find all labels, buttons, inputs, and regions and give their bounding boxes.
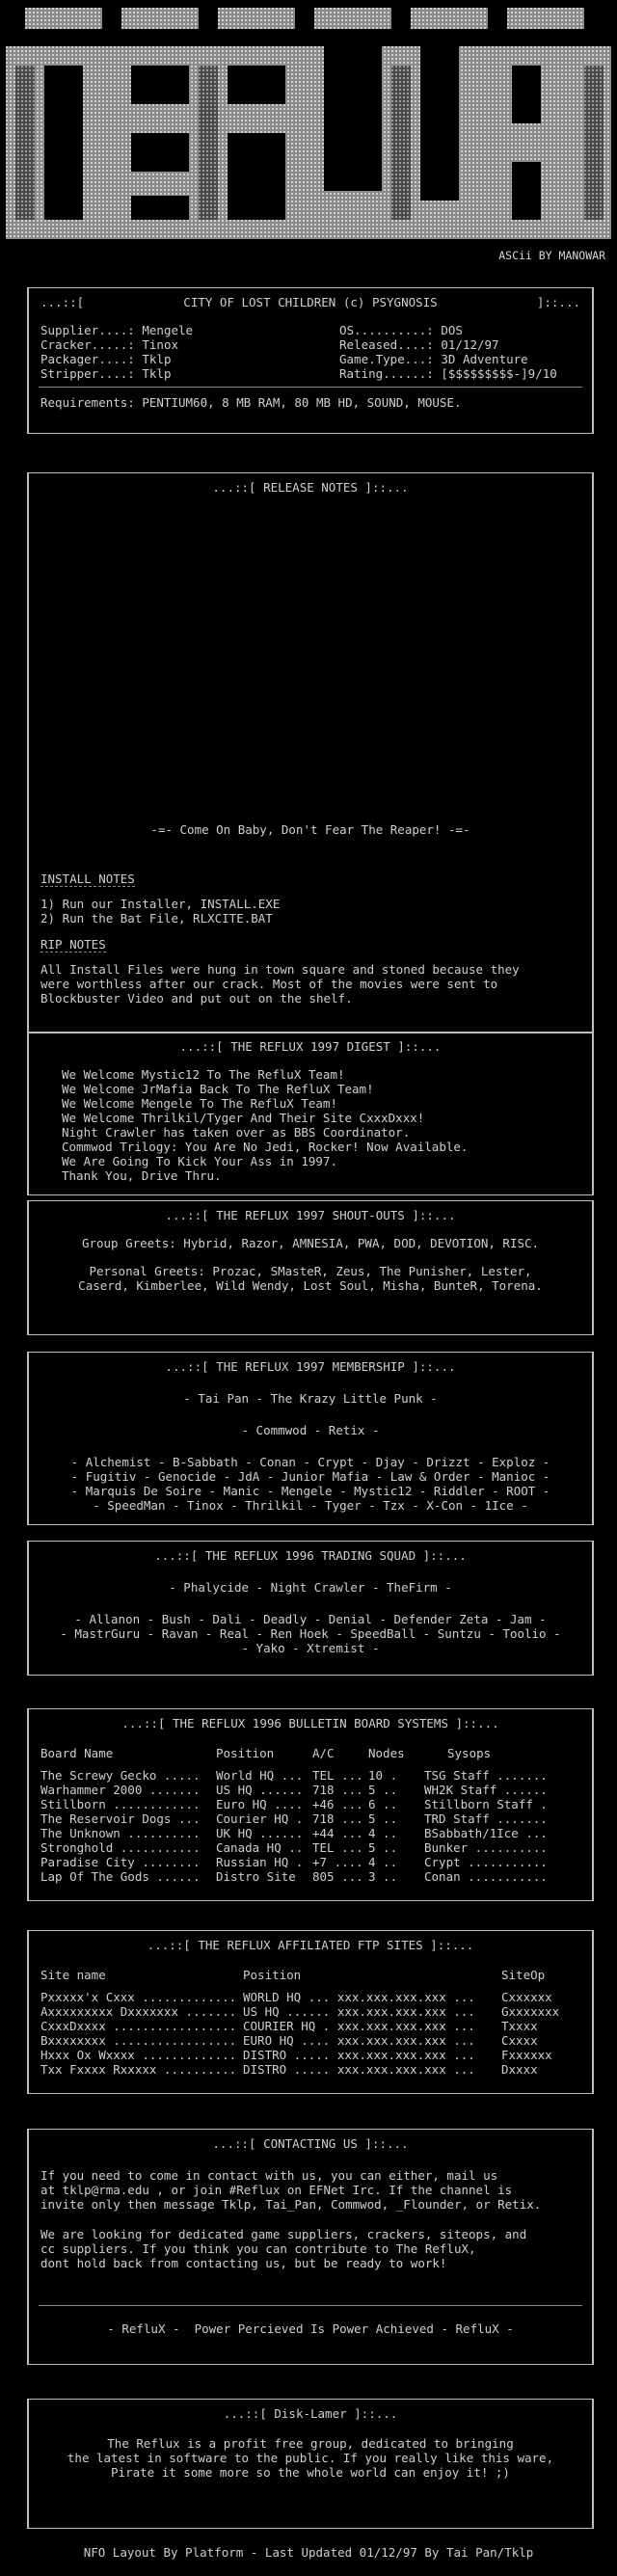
- release-info-left: Supplier....: Mengele Cracker.....: Tinox Packager....: Tklp Stripper....: Tklp: [40, 323, 194, 381]
- table-row: Warhammer 2000 ....... US HQ ...... 718 ... 5 .. WH2K Staff ......: [40, 1783, 548, 1797]
- member-line: - Marquis De Soire - Manic - Mengele - Mystic12 - Riddler - ROOT -: [70, 1484, 550, 1498]
- contact-box: [27, 2129, 594, 2365]
- table-row: Hxxx Ox Wxxxx ............. DISTRO ..... xxx.xxx.xxx.xxx ... Fxxxxxx: [40, 2048, 552, 2062]
- release-info-box: ...::[ CITY OF LOST CHILDREN (c) PSYGNOSIS ]::... Supplier....: Mengele Cracker.....: Tinox Packager....: Tklp Stripper....: Tklp OS..........: DOS Released....: 01/12/97 Game.Type...: 3D Adventure Rating......: [$$$$$$$$$-]9/10 Requirements: PENTIUM60, 8 MB RAM, 80 MB HD, SOUND, MOUSE.: [27, 287, 594, 434]
- digest-line: Commwod Trilogy: You Are No Jedi, Rocker! Now Available.: [62, 1140, 469, 1154]
- trader-line: - Yako - Xtremist -: [241, 1641, 380, 1655]
- table-row: Txx Fxxxx Rxxxxx .......... DISTRO ..... xxx.xxx.xxx.xxx ... Dxxxx: [40, 2062, 538, 2077]
- membership-title: ...::[ THE REFLUX 1997 MEMBERSHIP ]::...: [165, 1359, 456, 1374]
- release-info-right: OS..........: DOS Released....: 01/12/97 Game.Type...: 3D Adventure Rating......: [$$$$$$$$$-]9/10: [339, 323, 557, 381]
- install-line: 2) Run the Bat File, RLXCITE.BAT: [40, 911, 273, 926]
- table-row: Stillborn ............ Euro HQ .... +46 ... 6 .. Stillborn Staff .: [40, 1797, 548, 1811]
- trading-box: [27, 1541, 594, 1676]
- member-line: - Commwod - Retix -: [241, 1423, 380, 1437]
- motto: - RefluX - Power Percieved Is Power Achieved - RefluX -: [107, 2321, 514, 2336]
- bbs-title: ...::[ THE REFLUX 1996 BULLETIN BOARD SYSTEMS ]::...: [121, 1716, 499, 1731]
- digest-line: Thank You, Drive Thru.: [62, 1168, 222, 1183]
- disclaimer-text: The Reflux is a profit free group, dedicated to bringing the latest in software to the public. If you really like this ware, Pirate it some more so the whole world can enjoy it! ;): [67, 2436, 554, 2480]
- member-line: - Alchemist - B-Sabbath - Conan - Crypt - Djay - Drizzt - Exploz -: [70, 1455, 550, 1469]
- reflux-logo: [6, 8, 611, 249]
- table-row: Paradise City ........ Russian HQ . +7 .... 4 .. Crypt ...........: [40, 1855, 548, 1869]
- contact-text: If you need to come in contact with us, you can either, mail us at tklp@rma.edu , or join #Reflux on EFNet Irc. If the channel is invite only then message Tklp, Tai_Pan, Commwod, _Flounder, or Retix.: [40, 2168, 542, 2212]
- rip-heading: RIP NOTES: [40, 937, 106, 952]
- digest-title: ...::[ THE REFLUX 1997 DIGEST ]::...: [179, 1039, 442, 1054]
- digest-line: We Welcome Mystic12 To The RefluX Team!: [62, 1067, 345, 1082]
- member-line: - Tai Pan - The Krazy Little Punk -: [183, 1391, 438, 1406]
- digest-line: We Are Going To Kick Your Ass in 1997.: [62, 1154, 337, 1168]
- tagline: -=- Come On Baby, Don't Fear The Reaper! -=-: [150, 822, 470, 837]
- table-header: Board Name Position A/C Nodes Sysops: [40, 1746, 492, 1760]
- member-line: - SpeedMan - Tinox - Thrilkil - Tyger - Tzx - X-Con - 1Ice -: [93, 1498, 528, 1513]
- table-row: Axxxxxxxxx Dxxxxxxx ....... US HQ ...... xxx.xxx.xxx.xxx ... Gxxxxxxx: [40, 2004, 560, 2019]
- table-row: Lap Of The Gods ...... Distro Site 805 ... 3 .. Conan ...........: [40, 1869, 548, 1884]
- bbs-box: [27, 1708, 594, 1901]
- release-title: CITY OF LOST CHILDREN (c) PSYGNOSIS: [183, 295, 438, 309]
- trader-line: - Allanon - Bush - Dali - Deadly - Denial - Defender Zeta - Jam -: [74, 1612, 547, 1626]
- requirements: Requirements: PENTIUM60, 8 MB RAM, 80 MB HD, SOUND, MOUSE.: [40, 395, 462, 410]
- digest-line: We Welcome Mengele To The RefluX Team!: [62, 1096, 337, 1111]
- digest-line: Night Crawler has taken over as BBS Coordinator.: [62, 1125, 411, 1140]
- ftp-title: ...::[ THE REFLUX AFFILIATED FTP SITES ]::...: [147, 1938, 474, 1952]
- trader-line: - Phalycide - Night Crawler - TheFirm -: [169, 1580, 452, 1595]
- install-heading: INSTALL NOTES: [40, 872, 135, 886]
- shoutouts-title: ...::[ THE REFLUX 1997 SHOUT-OUTS ]::...: [165, 1208, 456, 1222]
- install-line: 1) Run our Installer, INSTALL.EXE: [40, 897, 281, 911]
- contact-title: ...::[ CONTACTING US ]::...: [212, 2136, 409, 2151]
- table-row: Stronghold ........... Canada HQ .. TEL ... 5 .. Bunker ..........: [40, 1840, 548, 1855]
- group-greets: Group Greets: Hybrid, Razor, AMNESIA, PWA, DOD, DEVOTION, RISC.: [81, 1236, 540, 1250]
- shoutouts-box: [27, 1200, 594, 1335]
- table-row: Bxxxxxxxx ................. EURO HQ .... xxx.xxx.xxx.xxx ... Cxxxx: [40, 2033, 538, 2048]
- table-header: Site name Position SiteOp: [40, 1968, 546, 1982]
- table-row: CxxxDxxxx ................. COURIER HQ . xxx.xxx.xxx.xxx ... Txxxx: [40, 2019, 538, 2033]
- table-row: Pxxxxx'x Cxxx ............. WORLD HQ ... xxx.xxx.xxx.xxx ... Cxxxxxx: [40, 1990, 552, 2004]
- release-notes-title: ...::[ RELEASE NOTES ]::...: [212, 480, 409, 495]
- personal-greets: Personal Greets: Prozac, SMasteR, Zeus, The Punisher, Lester, Caserd, Kimberlee, Wild Wendy, Lost Soul, Misha, BunteR, Torena.: [78, 1264, 543, 1293]
- release-notes-box: [27, 472, 594, 1033]
- bbs-table: [40, 1746, 548, 1884]
- membership-box: [27, 1352, 594, 1525]
- member-line: - Fugitiv - Genocide - JdA - Junior Mafia - Law & Order - Manioc -: [70, 1469, 550, 1484]
- digest-line: We Welcome Thrilkil/Tyger And Their Site CxxxDxxx!: [62, 1111, 425, 1125]
- footer: NFO Layout By Platform - Last Updated 01/12/97 By Tai Pan/Tklp: [83, 2545, 534, 2560]
- rip-text: All Install Files were hung in town square and stoned because they were worthless after our crack. Most of the movies were sent to Blockbuster Video and put out on the shelf.: [40, 962, 520, 1006]
- trading-title: ...::[ THE REFLUX 1996 TRADING SQUAD ]::...: [154, 1548, 467, 1563]
- table-row: The Screwy Gecko ..... World HQ ... TEL ... 10 . TSG Staff .......: [40, 1768, 548, 1783]
- digest-box: [27, 1032, 594, 1195]
- disclaimer-title: ...::[ Disk-Lamer ]::...: [223, 2406, 398, 2421]
- disclaimer-box: [27, 2399, 594, 2529]
- ascii-credit: ASCii BY MANOWAR: [498, 249, 605, 262]
- digest-line: We Welcome JrMafia Back To The RefluX Team!: [62, 1082, 374, 1096]
- ftp-box: [27, 1930, 594, 2094]
- trader-line: - MastrGuru - Ravan - Real - Ren Hoek - SpeedBall - Suntzu - Toolio -: [60, 1626, 561, 1641]
- ftp-table: [40, 1968, 559, 2077]
- table-row: The Unknown .......... UK HQ ...... +44 ... 4 .. BSabbath/1Ice ...: [40, 1826, 548, 1840]
- table-row: The Reservoir Dogs ... Courier HQ . 718 ... 5 .. TRD Staff .......: [40, 1811, 548, 1826]
- recruit-text: We are looking for dedicated game suppliers, crackers, siteops, and cc suppliers. If you think you can contribute to The RefluX, dont hold back from contacting us, but be ready to work!: [40, 2227, 527, 2270]
